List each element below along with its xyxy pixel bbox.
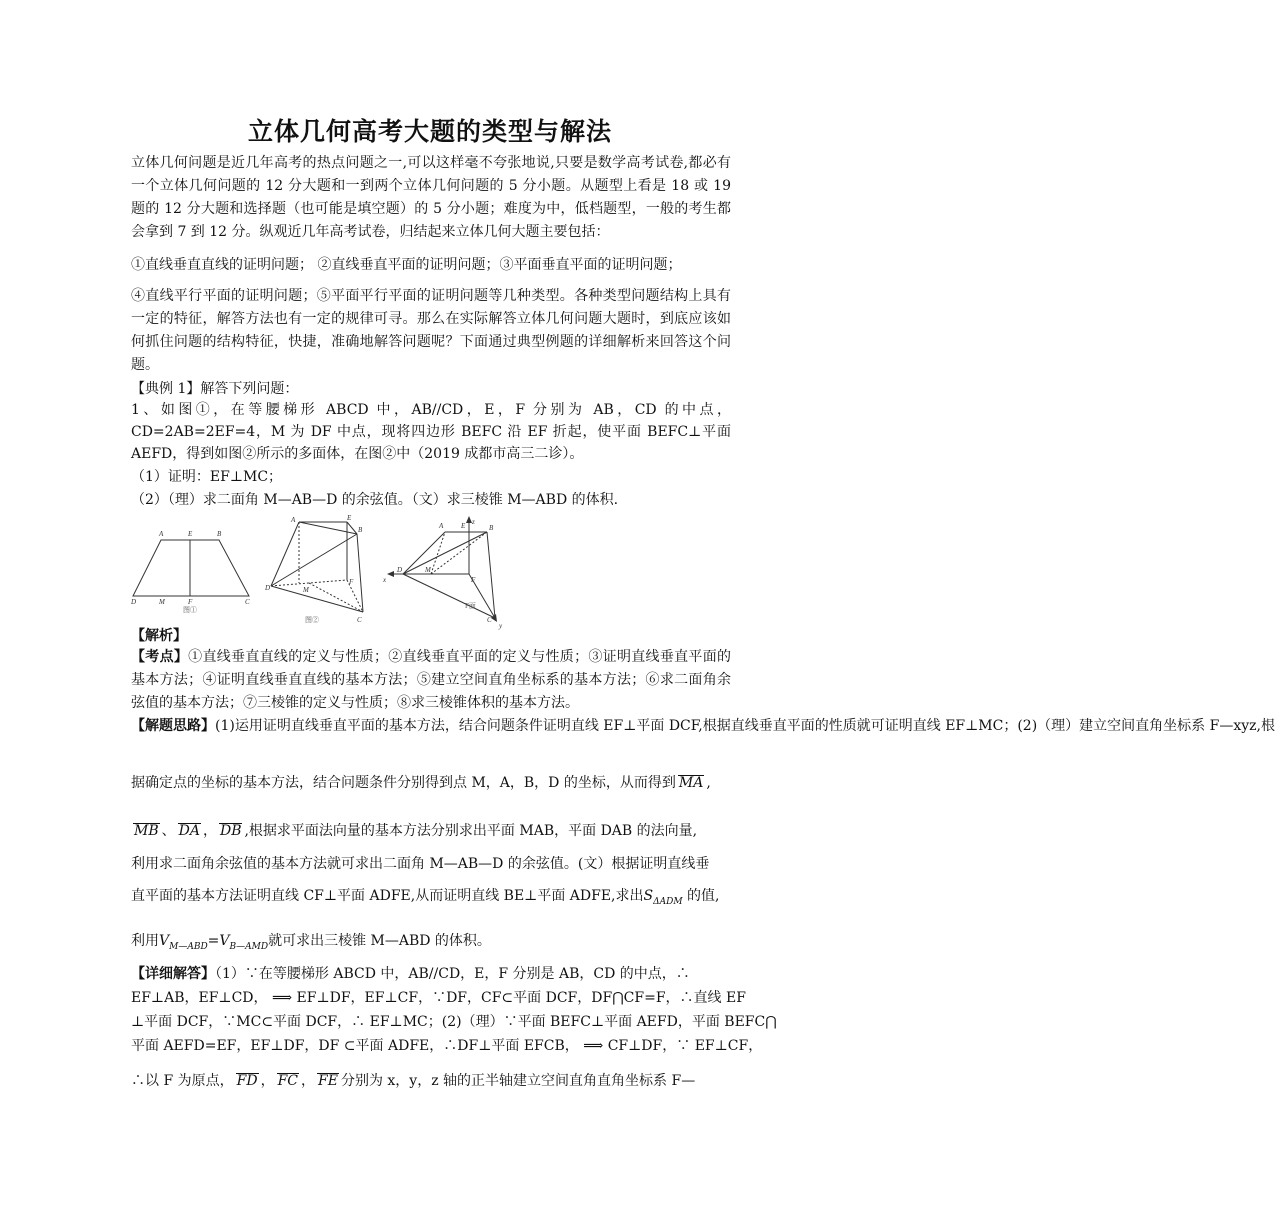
fig3-caption: F面 [465,602,476,610]
fig1-label-f: F [188,598,193,606]
kaodian-label: 【考点】 [131,649,189,665]
vector-mb: MB [134,823,159,839]
silu-label: 【解题思路】 [131,718,215,734]
silu-text-a: (1)运用证明直线垂直平面的基本方法，结合问题条件证明直线 EF⊥平面 DCF,根据直线垂直平面的性质就可证明直线 EF⊥MC；(2)（理）建立空间直角坐标系 F—xyz,根 [215,718,1275,734]
page-title: 立体几何高考大题的类型与解法 [247,117,612,146]
fig2-label-m: M [303,586,309,594]
figure-1 [131,514,251,632]
figure-3 [381,514,511,632]
fig3-label-m: M [425,566,431,574]
vector-fc: FC [277,1073,299,1089]
silu-text-b: 据确定点的坐标的基本方法，结合问题条件分别得到点 M，A，B，D 的坐标，从而得到 [131,775,676,791]
detail-line-5: ∴以 F 为原点， FD ， FC ， FE 分别为 x，y，z 轴的正半轴建立空间直角直角坐标系 F— [131,1073,696,1089]
silu-line-3: MB 、 DA ， DB ,根据求平面法向量的基本方法分别求出平面 MAB，平面 DAB 的法向量, [134,823,698,839]
silu-line-2: 据确定点的坐标的基本方法，结合问题条件分别得到点 M，A，B，D 的坐标，从而得到 MA , [131,775,711,791]
silu-line-1 [131,715,1275,735]
figure-group [131,514,511,634]
fig1-caption: 图① [183,606,197,614]
fig3-label-c: C [487,616,492,624]
fig2-label-e: E [347,514,352,522]
fig1-label-c: C [245,598,250,606]
fig2-label-a: A [291,516,296,524]
detail-label: 【详细解答】 [131,966,215,982]
area-symbol: S [643,888,654,904]
fig1-label-d: D [131,598,137,606]
fig1-label-b: B [217,530,222,538]
vector-fd: FD [236,1073,258,1089]
fig3-label-b: B [489,524,494,532]
volume-eq: = [207,933,220,949]
vector-db: DB [219,823,242,839]
silu-text-f2: 就可求出三棱锥 M—ABD 的体积。 [268,933,491,949]
example-heading: 【典例 1】解答下列问题： [131,381,299,397]
types-line: ①直线垂直直线的证明问题； ②直线垂直平面的证明问题；③平面垂直平面的证明问题； [131,257,682,273]
detail-text-e2: 分别为 x，y，z 轴的正半轴建立空间直角直角坐标系 F— [340,1073,696,1089]
fig3-label-x: x [383,576,387,584]
silu-text-e2: 的值, [687,888,720,904]
question-2: （2）（理）求二面角 M—AB—D 的余弦值。（文）求三棱锥 M—ABD 的体积. [131,492,619,508]
vector-da: DA [178,823,200,839]
kaodian-paragraph [131,646,731,715]
fig3-label-y: y [499,622,503,630]
detail-line-4: 平面 AEFD=EF，EF⊥DF，DF ⊂平面 ADFE，∴DF⊥平面 EFCB， ⟹ CF⊥DF，∵ EF⊥CF， [131,1038,763,1054]
fig3-label-a: A [439,522,444,530]
volume-right-sub: B—AMD [229,941,269,952]
detail-line-1 [131,963,731,983]
fig1-label-m: M [159,598,165,606]
fig3-label-e: E [461,522,466,530]
fig2-label-c: C [357,616,362,624]
silu-line-4: 利用求二面角余弦值的基本方法就可求出二面角 M—AB—D 的余弦值。(文）根据证明直线垂 [131,856,710,872]
silu-line-6 [131,930,731,952]
fig2-label-f: F [349,578,354,586]
detail-line-3: ⊥平面 DCF，∵MC⊂平面 DCF，∴ EF⊥MC；(2)（理）∵平面 BEFC⊥平面 AEFD，平面 BEFC⋂ [131,1014,777,1030]
silu-text-f1: 利用 [131,933,159,949]
fig1-label-e: E [188,530,193,538]
vector-ma: MA [678,775,704,791]
kaodian-text: ①直线垂直直线的定义与性质；②直线垂直平面的定义与性质；③证明直线垂直平面的基本方法；④证明直线垂直直线的基本方法；⑤建立空间直角坐标系的基本方法；⑥求二面角余弦值的基本方法；⑦三棱锥的定义与性质；⑧求三棱锥体积的基本方法。 [131,649,731,711]
fig3-label-d: D [397,566,403,574]
detail-text-e1: ∴以 F 为原点， [131,1073,234,1089]
silu-line-5 [131,885,731,907]
analysis-heading: 【解析】 [131,628,187,644]
silu-text-c: ,根据求平面法向量的基本方法分别求出平面 MAB，平面 DAB 的法向量, [244,823,698,839]
volume-right: V [219,933,230,949]
figure-2 [265,514,365,632]
fig3-label-z: z [472,518,475,526]
fig2-label-d: D [265,584,271,592]
volume-left-sub: M—ABD [169,941,208,952]
area-subscript: ΔADM [653,896,683,907]
silu-text-e: 直平面的基本方法证明直线 CF⊥平面 ADFE,从而证明直线 BE⊥平面 ADFE,求出 [131,888,644,904]
intro-paragraph: 立体几何问题是近几年高考的热点问题之一,可以这样毫不夸张地说,只要是数学高考试卷,都必有一个立体几何问题的 12 分大题和一到两个立体几何问题的 5 分小题。从题型上看是 18 或 19 题的 12 分大题和选择题（也可能是填空题）的 5 分小题；难度为中，低档题型，一般的考生都会拿到 7 到 12 分。纵观近几年高考试卷，归结起来立体几何大题主要包括： [131,155,731,240]
detail-line-2: EF⊥AB，EF⊥CD， ⟹ EF⊥DF，EF⊥CF，∵DF，CF⊂平面 DCF，DF⋂CF=F，∴直线 EF [131,990,746,1006]
fig2-label-b: B [358,526,363,534]
question-1: （1）证明：EF⊥MC； [131,469,283,485]
fig3-label-f: F [471,576,476,584]
detail-text-a: （1）∵在等腰梯形 ABCD 中，AB//CD，E，F 分别是 AB，CD 的中点，∴ [215,966,690,982]
volume-left: V [159,933,170,949]
fig2-caption: 图② [305,616,319,624]
vector-fe: FE [318,1073,338,1089]
fig1-label-a: A [159,530,164,538]
problem-text: 1、如图①，在等腰梯形 ABCD 中，AB//CD，E，F 分别为 AB，CD 的中点，CD=2AB=2EF=4，M 为 DF 中点，现将四边形 BEFC 沿 EF 折起，使平面 BEFC⊥平面 AEFD，得到如图②所示的多面体，在图②中（2019 成都市高三二诊）。 [131,402,731,462]
types-paragraph: ④直线平行平面的证明问题；⑤平面平行平面的证明问题等几种类型。各种类型问题结构上具有一定的特征，解答方法也有一定的规律可寻。那么在实际解答立体几何问题大题时，到底应该如何抓住问题的结构特征，快捷，准确地解答问题呢？下面通过典型例题的详细解析来回答这个问题。 [131,288,731,373]
